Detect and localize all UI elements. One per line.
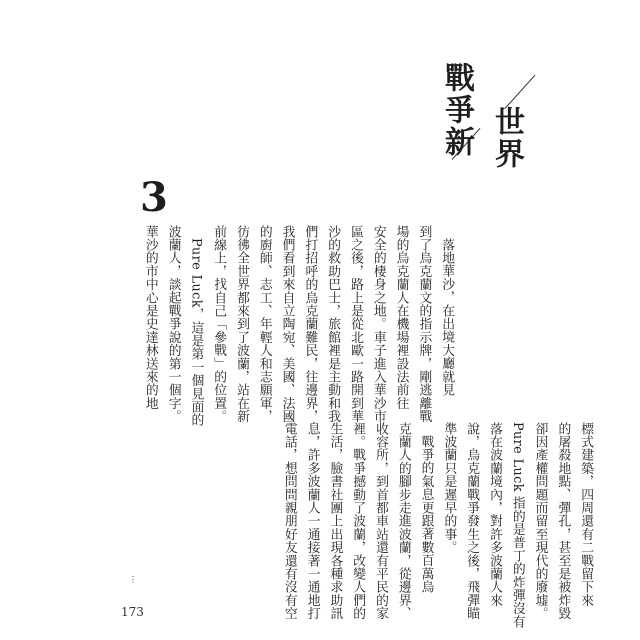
text-column: 區之後，路上是從北歐一路開到華 <box>347 225 363 423</box>
text-column: 息，許多波蘭人一通接著一通地打 <box>304 422 320 620</box>
text-column: 生活，臉書社團上出現各種求助訊 <box>327 422 343 620</box>
text-column: 的廚師、志工、年輕人和志願軍， <box>256 225 272 423</box>
page-number: 173 <box>121 605 144 619</box>
text-column: 彷彿全世界都來到了波蘭，站在新 <box>233 225 249 423</box>
text-column: 沙的救助巴士，旅館裡是主動和我 <box>325 225 341 423</box>
text-column: 電話，想問問親朋好友還有沒有空 <box>281 422 297 620</box>
text-column: 落在波蘭境內，對許多波蘭人來 <box>486 422 502 607</box>
text-column: Pure Luck，這是第一個見面的 <box>188 238 204 427</box>
text-column: 準波蘭只是遲早的事。 <box>441 422 457 554</box>
text-column: 落地華沙，在出境大廳就見 <box>439 238 455 397</box>
body-text-bottom <box>277 422 596 629</box>
text-column: 安全的棲身之地。車子進入華沙市 <box>370 225 386 423</box>
text-column: 到了烏克蘭文的指示牌，剛逃離戰 <box>416 225 432 423</box>
text-column: Pure Luck 指的是普丁的炸彈沒有 <box>509 422 525 629</box>
text-column: 華沙的市中心是史達林送來的地 <box>142 225 158 410</box>
text-column: 說，烏克蘭戰爭發生之後，飛彈瞄 <box>464 422 480 620</box>
text-column: 我們看到來自立陶宛、美國、法國 <box>279 225 295 423</box>
text-column: 場的烏克蘭人在機場裡設法前往 <box>393 225 409 410</box>
text-column: 裡。戰爭撼動了波蘭，改變人們的 <box>350 422 366 620</box>
text-column: 戰爭的氣息更跟著數百萬烏 <box>418 435 434 594</box>
text-column: 前線上，找自己「參戰」的位置。 <box>211 225 227 423</box>
text-column: 卻因產權問題而留至現代的廢墟。 <box>532 422 548 620</box>
text-column: 的屠殺地點、彈孔，甚至是被炸毀 <box>555 422 571 620</box>
text-column: 波蘭人，談起戰爭說的第一個字。 <box>165 225 181 423</box>
text-column: 們打招呼的烏克蘭難民，往邊界， <box>302 225 318 423</box>
text-column: 收容所，到首都車站還有平民的家 <box>372 422 388 620</box>
chapter-number: 3 <box>140 174 168 221</box>
chapter-title-line-2: 世界 <box>489 106 524 170</box>
body-text-top <box>138 225 457 427</box>
text-column: 克蘭人的腳步走進波蘭，從邊界、 <box>395 422 411 620</box>
chapter-title-line-1: 戰爭新 <box>439 62 474 158</box>
title-slash-decoration <box>505 75 536 109</box>
text-column: 標式建築，四周還有二戰留下來 <box>578 422 594 607</box>
page-ornament: ⋮ <box>129 575 137 584</box>
